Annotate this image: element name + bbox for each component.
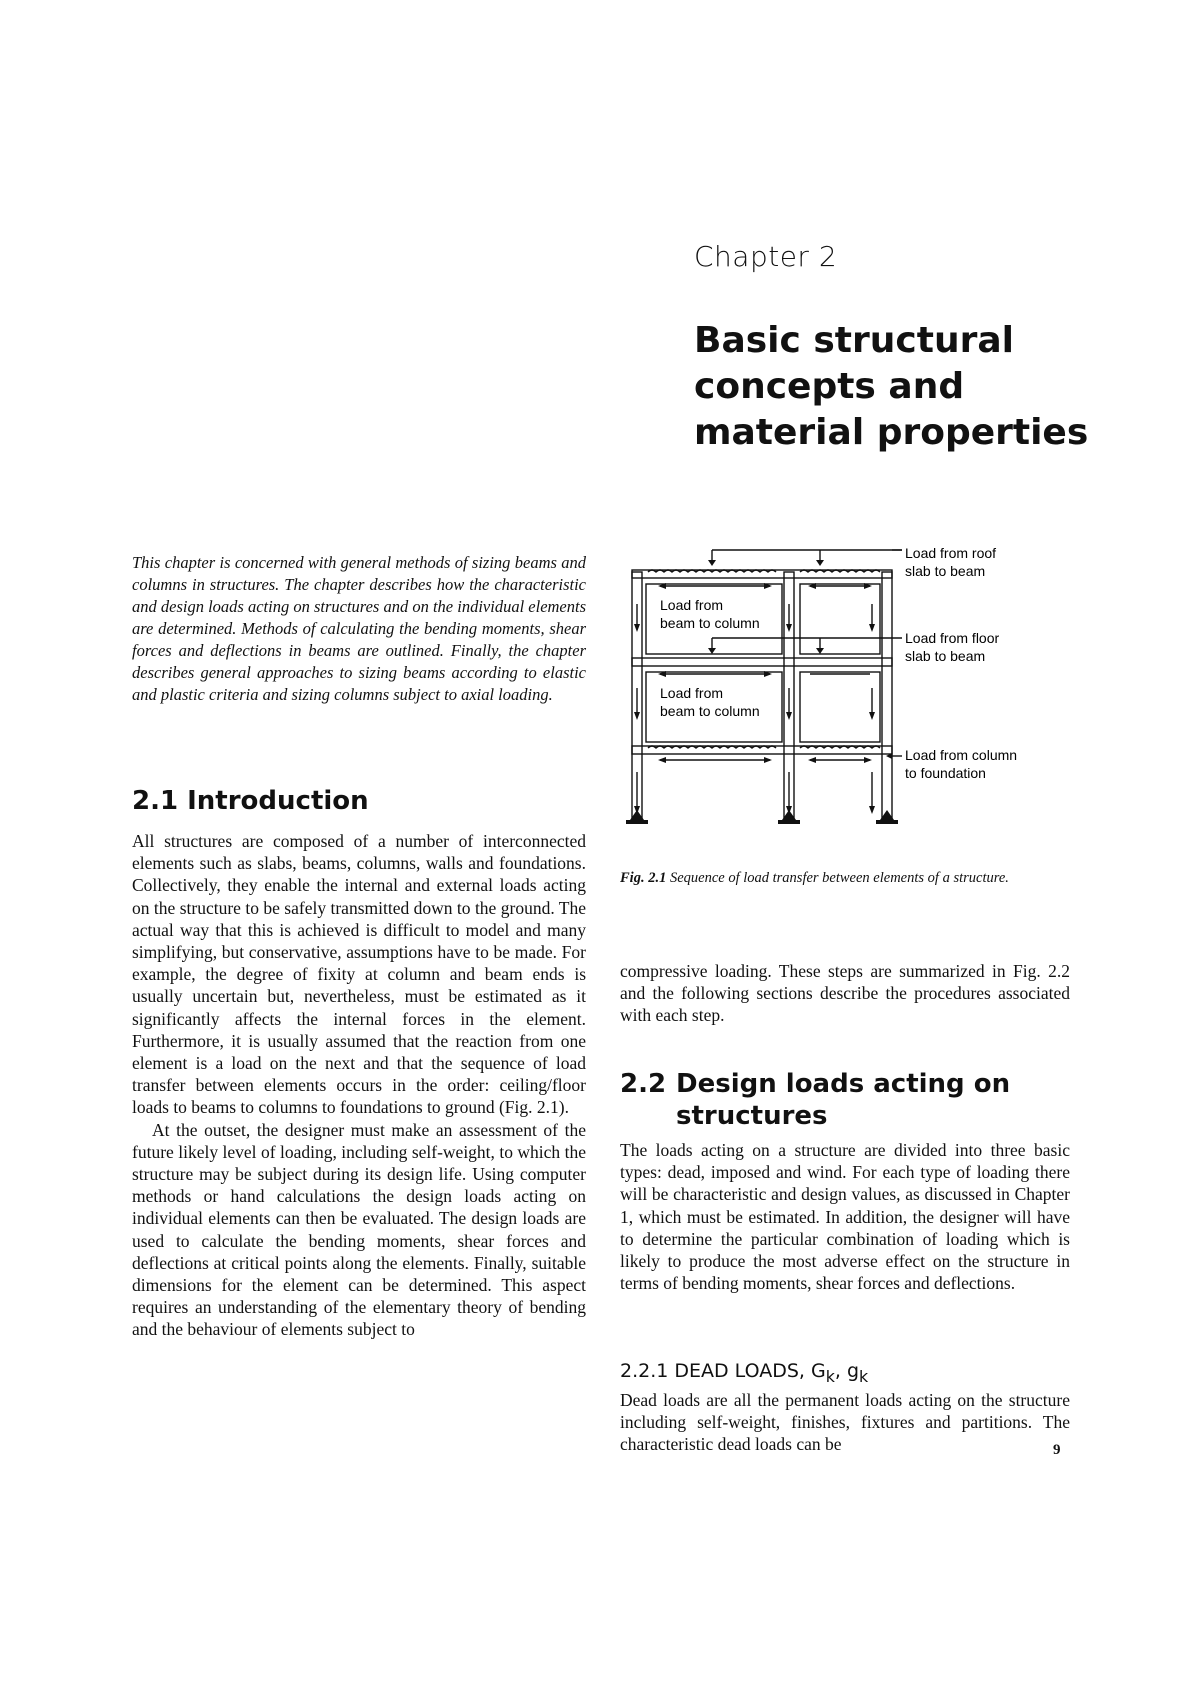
section-number: 2.2 [620,1069,667,1099]
label-roof-line-1: Load from roof [905,548,997,561]
figure-caption [620,868,1060,888]
paragraph: All structures are composed of a number of interconnected elements such as slabs, beams, columns, walls and foundations. Collectively, they enable the internal and external loads acting on the structure to be safely transmitted down to the ground. The actual way that this is achieved is difficult to model and many simplifying, but conservative, assumptions have to be made. For example, the degree of fixity at column and beam ends is usually uncertain but, nevertheless, must be estimated as it significantly affects the internal forces in the element. Furthermore, it is usually assumed that the reaction from one element is a load on the next and that the sequence of load transfer between elements occurs in the order: ceiling/floor loads to beams to columns to foundations to ground (Fig. 2.1). [132,831,586,1118]
column-right [882,572,892,820]
label-beam-to-column-a1: Load from [660,597,724,613]
upper-right-bay-box [800,584,880,654]
chapter-label: Chapter 2 [694,240,838,273]
section-heading-2-1: 2.1 Introduction [132,786,369,816]
label-beam-to-column-a2: beam to column [660,615,760,631]
label-floor-line-1: Load from floor [905,630,1000,646]
figure-number: Fig. 2.1 [620,870,667,886]
section-heading-2-2-1 [620,1360,868,1386]
subscript: k [825,1366,835,1386]
label-column-line-1: Load from column [905,747,1018,763]
section-heading-2-2 [620,1068,1070,1132]
label-beam-to-column-b1: Load from [660,685,724,701]
heading-comma: , g [834,1360,860,1382]
section-2-2-body: The loads acting on a structure are divided into three basic types: dead, imposed and wind. For each type of loading there will be characteristic and design values, as discussed in Chapter 1, which must be estimated. In addition, the designer will have to determine the particular combination of loading which is likely to produce the most adverse effect on the structure in terms of bending moments, shear forces and deflections. [620,1140,1070,1294]
heading-text: 2.2.1 DEAD LOADS, G [620,1360,826,1382]
label-column-line-2: to foundation [905,765,986,781]
heading-line-1: Design loads acting on [676,1069,1011,1099]
lower-right-bay-box [800,672,880,742]
figure-caption-text: Sequence of load transfer between elements of a structure. [669,870,1009,886]
heading-line-2: structures [676,1101,828,1131]
label-beam-to-column-b2: beam to column [660,703,760,719]
section-2-2-1-body: Dead loads are all the permanent loads acting on the structure including self-weight, finishes, fixtures and partitions. The characteristic dead loads can be [620,1390,1070,1455]
load-transfer-figure [620,548,1090,848]
page-number: 9 [1053,1442,1061,1458]
subscript: k [859,1366,869,1386]
label-floor-line-2: slab to beam [905,648,986,664]
section-2-1-body [132,830,586,1341]
label-roof-line-2: slab to beam [905,563,986,579]
paragraph: At the outset, the designer must make an assessment of the future likely level of loading, including self-weight, to which the structure may be subject during its design life. Using computer methods or hand calculations the design loads acting on individual elements can then be evaluated. The design loads are used to calculate the bending moments, shear forces and deflections at critical points along the elements. Finally, suitable dimensions for the element can be determined. This aspect requires an understanding of the elementary theory of bending and the behaviour of elements subject to [132,1119,586,1340]
chapter-title: Basic structural concepts and material properties [694,320,1089,453]
floor-beam [632,658,892,666]
section-2-1-continuation: compressive loading. These steps are summarized in Fig. 2.2 and the following sections describe the procedures associated with each step. [620,961,1070,1026]
chapter-abstract: This chapter is concerned with general methods of sizing beams and columns in structures. The chapter describes how the characteristic and design loads acting on structures and on the individual elements are determined. Methods of calculating the bending moments, shear forces and deflections in beams are outlined. Finally, the chapter describes general approaches to sizing beams according to elastic and plastic criteria and sizing columns subject to axial loading. [132,553,587,704]
